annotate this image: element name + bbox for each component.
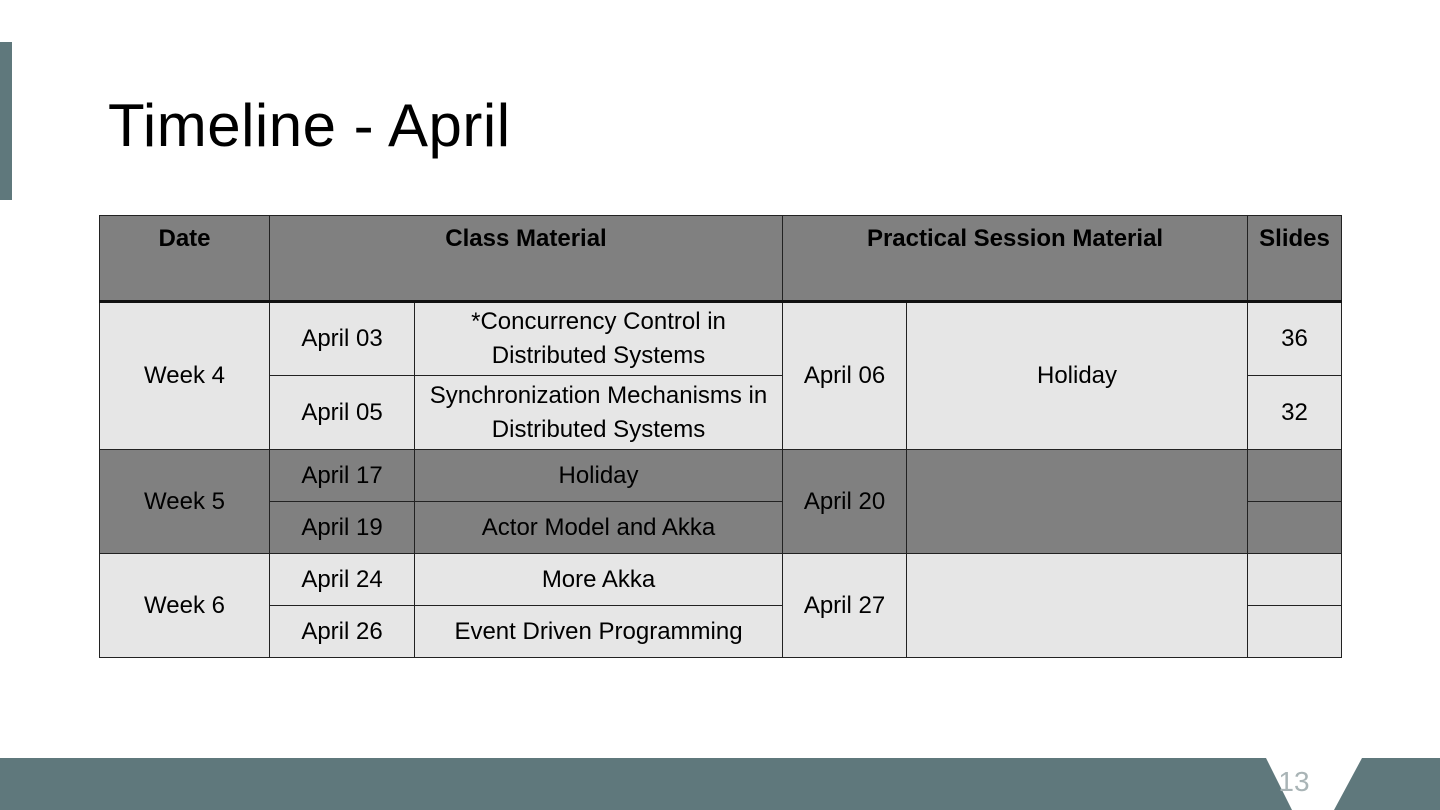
class-topic-cell: Actor Model and Akka <box>415 502 783 554</box>
class-date-cell: April 05 <box>270 376 415 450</box>
practical-material-cell: Holiday <box>907 302 1248 450</box>
table-header-row <box>100 216 1342 302</box>
class-date-cell: April 19 <box>270 502 415 554</box>
header-practical-material: Practical Session Material <box>783 216 1248 302</box>
class-topic-cell: *Concurrency Control in Distributed Systems <box>415 302 783 376</box>
class-topic-cell: Event Driven Programming <box>415 606 783 658</box>
timeline-table <box>99 215 1342 658</box>
slides-cell <box>1248 554 1342 606</box>
header-date: Date <box>100 216 270 302</box>
accent-bar <box>0 42 12 200</box>
slide-title: Timeline - April <box>108 92 511 159</box>
practical-date-cell: April 27 <box>783 554 907 658</box>
header-slides: Slides <box>1248 216 1342 302</box>
class-topic-cell: Holiday <box>415 450 783 502</box>
week-cell: Week 4 <box>100 302 270 450</box>
slides-cell: 36 <box>1248 302 1342 376</box>
table-row <box>100 302 1342 376</box>
slides-cell: 32 <box>1248 376 1342 450</box>
class-date-cell: April 24 <box>270 554 415 606</box>
practical-material-cell <box>907 554 1248 658</box>
class-date-cell: April 17 <box>270 450 415 502</box>
class-topic-cell: Synchronization Mechanisms in Distributed Systems <box>415 376 783 450</box>
practical-date-cell: April 06 <box>783 302 907 450</box>
practical-material-cell <box>907 450 1248 554</box>
practical-date-cell: April 20 <box>783 450 907 554</box>
header-class-material: Class Material <box>270 216 783 302</box>
slides-cell <box>1248 606 1342 658</box>
week-cell: Week 5 <box>100 450 270 554</box>
footer-band <box>0 758 1440 810</box>
table-row <box>100 554 1342 606</box>
slides-cell <box>1248 502 1342 554</box>
class-topic-cell: More Akka <box>415 554 783 606</box>
table-row <box>100 450 1342 502</box>
class-date-cell: April 26 <box>270 606 415 658</box>
week-cell: Week 6 <box>100 554 270 658</box>
slides-cell <box>1248 450 1342 502</box>
page-number: 13 <box>1278 766 1310 797</box>
class-date-cell: April 03 <box>270 302 415 376</box>
